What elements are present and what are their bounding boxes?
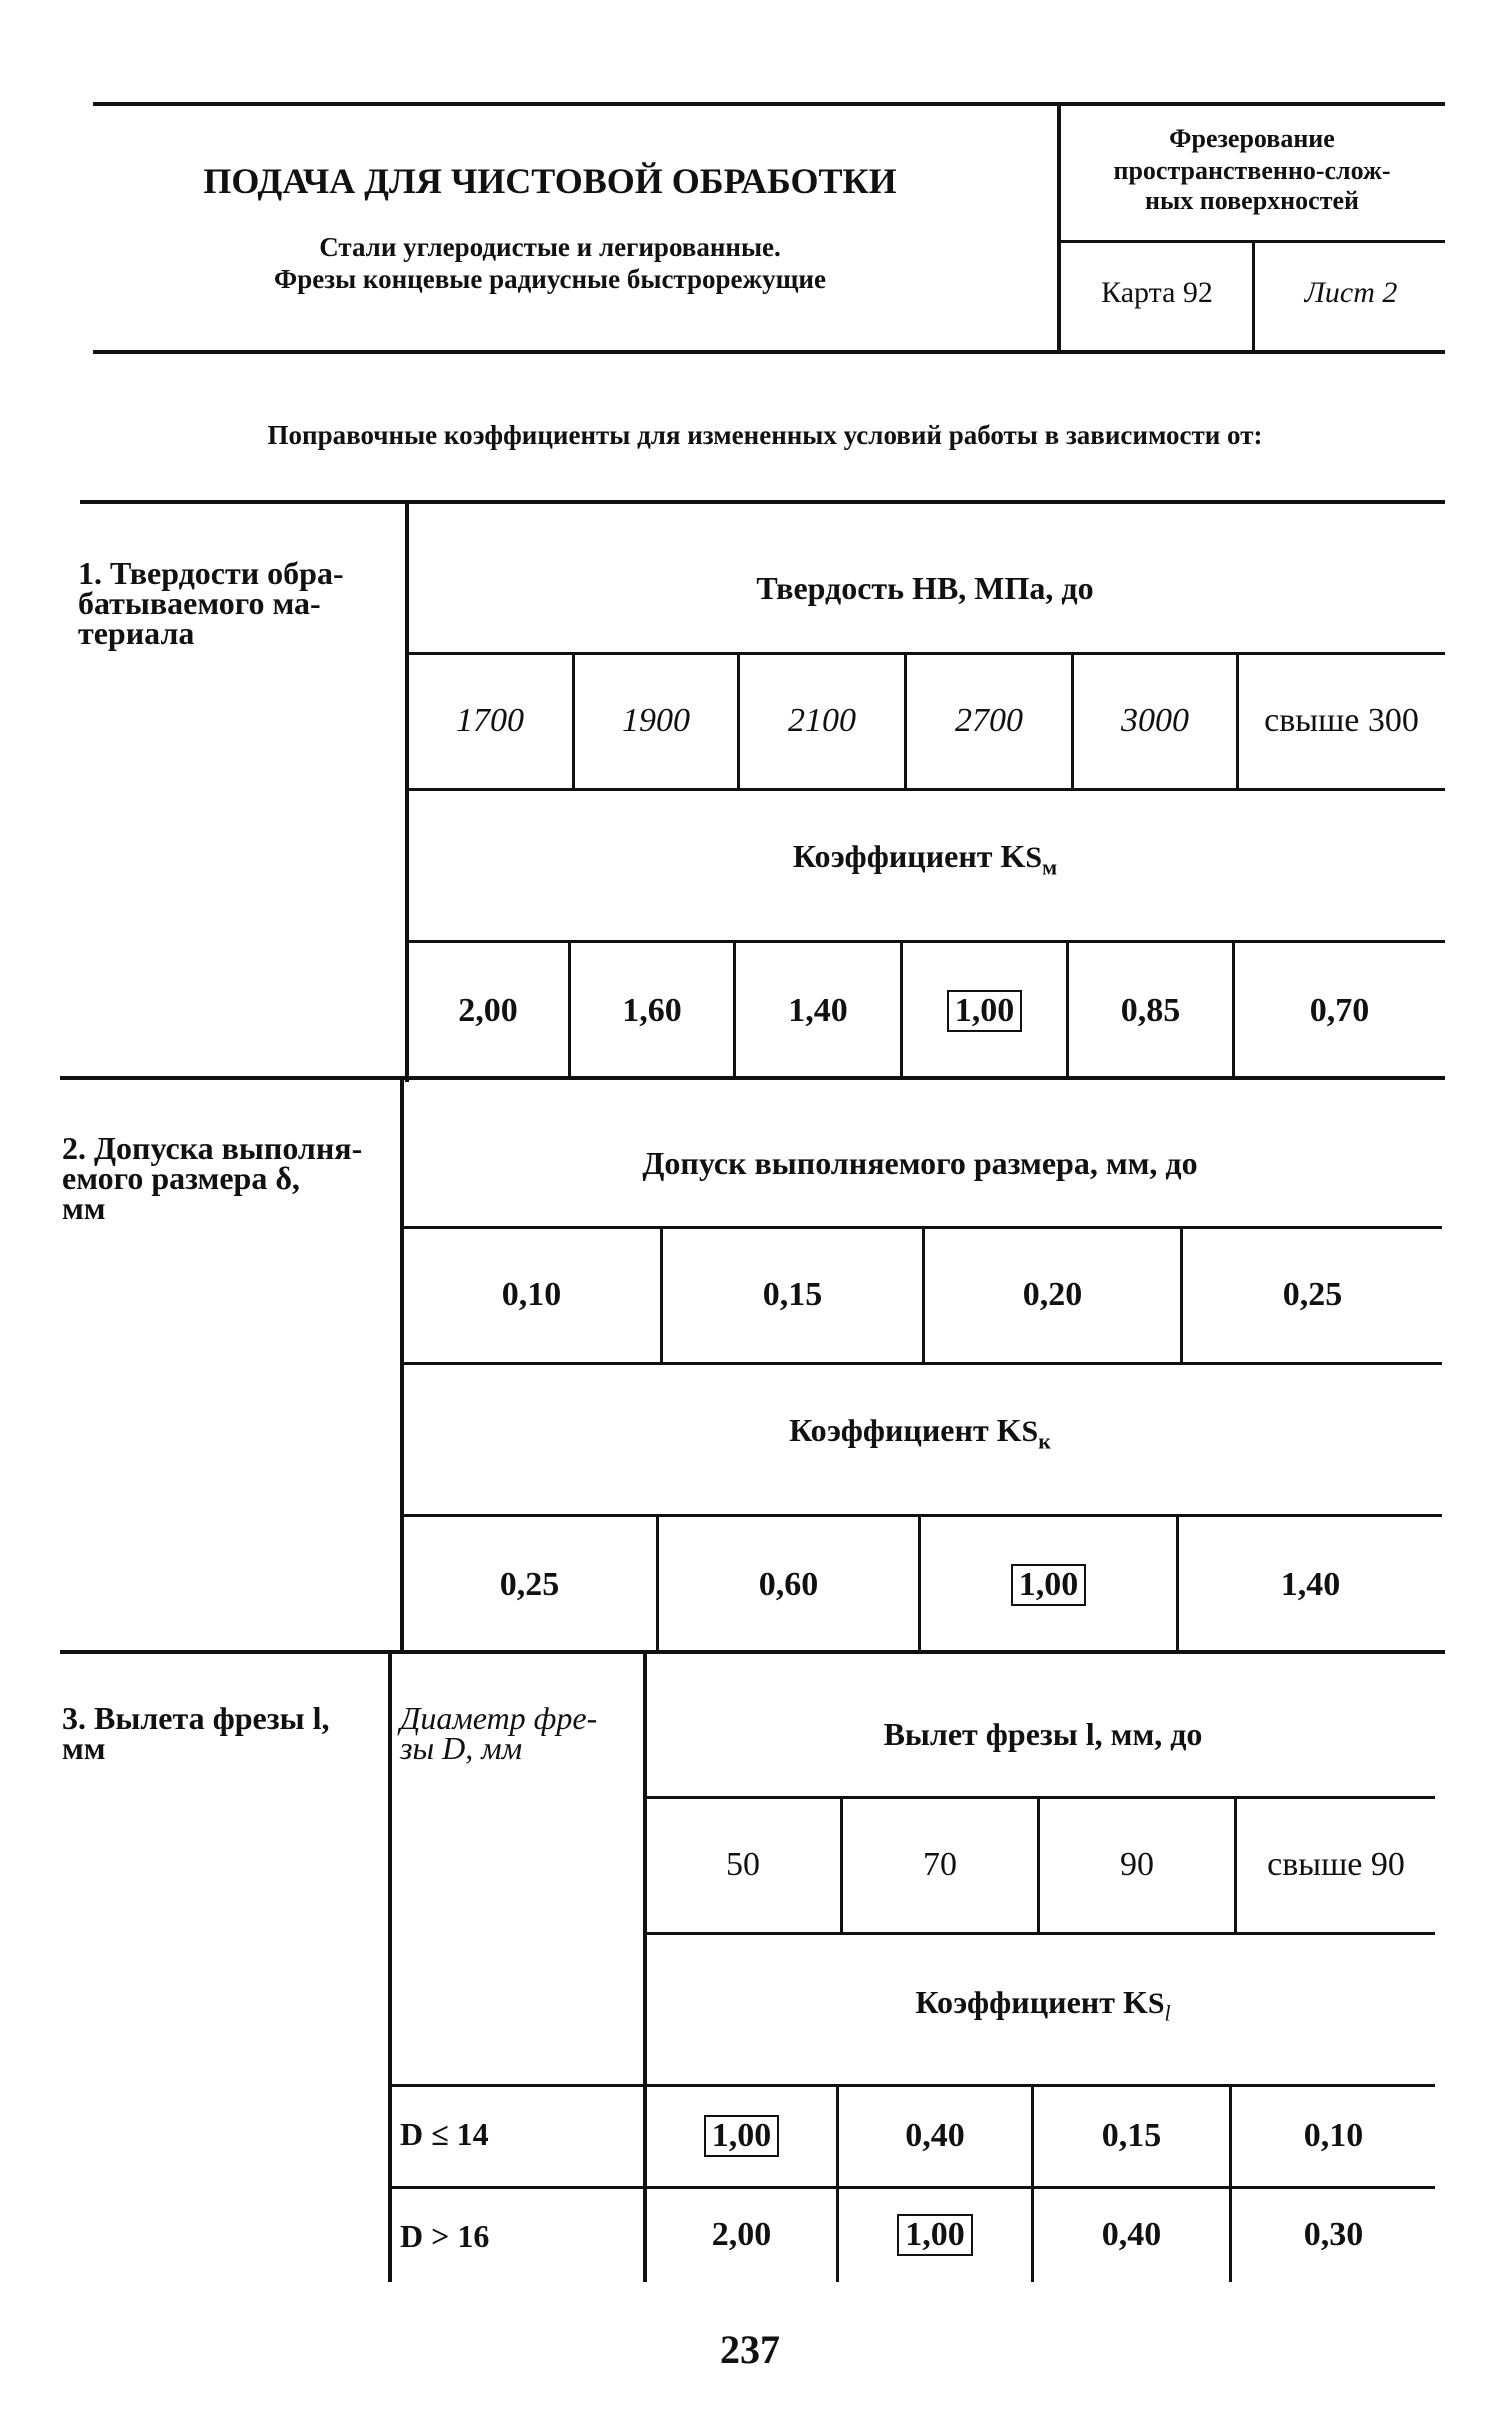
- section3-label-line1: 3. Вылета фрезы l,: [62, 1700, 330, 1736]
- s2-value-3: 0,20: [1022, 1276, 1083, 1313]
- page-number: 237: [720, 2327, 780, 2372]
- s2-value-1: 0,10: [501, 1276, 562, 1313]
- s3-r2-coef-2: 1,00: [897, 2214, 973, 2256]
- header-card-divider: [1252, 240, 1255, 350]
- section1-label-line3: териала: [78, 615, 195, 651]
- s1-coef-2: 1,60: [622, 992, 682, 1029]
- s3-r1-coef-4: 0,10: [1303, 2117, 1364, 2154]
- section3-top-rule: [60, 1650, 1445, 1654]
- s3-r1-coef-1-container: [647, 2086, 836, 2186]
- section3-rule-b: [645, 1932, 1435, 1935]
- s3-value-1: 50: [726, 1846, 760, 1883]
- section2-label-line3: мм: [62, 1190, 106, 1226]
- s1-value-3: 2100: [788, 702, 856, 739]
- s3-r1-coef-2: 0,40: [905, 2117, 965, 2154]
- row1-label: D ≤ 14: [400, 2116, 489, 2152]
- diameter-label-line2: зы D, мм: [400, 1730, 523, 1766]
- s2-coef-3-container: [921, 1516, 1176, 1654]
- s2-coef-1: 0,25: [499, 1566, 560, 1603]
- s2-value-2: 0,15: [762, 1276, 823, 1313]
- s1-coef-4: 1,00: [947, 990, 1023, 1032]
- section1-rule-b: [407, 788, 1445, 791]
- s1-coef-4-container: [903, 942, 1066, 1080]
- s2-coef-4: 1,40: [1280, 1566, 1341, 1603]
- s1-value-4: 2700: [955, 702, 1023, 739]
- section3-label-line2: мм: [62, 1730, 106, 1766]
- subtitle-line2: Фрезы концевые радиусные быстрорежущие: [274, 264, 826, 294]
- section2-header: Допуск выполняемого размера, мм, до: [642, 1145, 1198, 1181]
- section1-coef-label: Коэффициент $KS_м$: [792, 838, 1058, 880]
- header-bottom-rule: [93, 350, 1445, 354]
- row2-label: D > 16: [400, 2218, 490, 2254]
- section3-header: Вылет фрезы l, мм, до: [883, 1716, 1203, 1752]
- section2-top-rule: [60, 1076, 1445, 1080]
- intro-text: Поправочные коэффициенты для измененных условий работы в зависимости от:: [267, 420, 1263, 450]
- subtitle-line1: Стали углеродистые и легированные.: [319, 232, 781, 262]
- header-divider: [1057, 102, 1061, 352]
- section1-top-rule: [80, 500, 1445, 504]
- card-number: Карта 92: [1101, 276, 1213, 309]
- sheet-number: Лист 2: [1304, 276, 1398, 309]
- s3-value-3: 90: [1120, 1846, 1154, 1883]
- s1-coef-1: 2,00: [458, 992, 518, 1029]
- s1-value-5: 3000: [1121, 702, 1189, 739]
- s3-r2-coef-1: 2,00: [711, 2216, 772, 2253]
- header-side-rule: [1057, 240, 1445, 243]
- s1-value-6: свыше 300: [1264, 702, 1419, 739]
- s1-coef-3: 1,40: [788, 992, 848, 1029]
- side-title-line3: ных поверхностей: [1145, 186, 1359, 215]
- section2-coef-label: Коэффициент $KS_к$: [789, 1412, 1051, 1454]
- section1-header: Твердость HB, МПа, до: [756, 570, 1094, 606]
- side-title-line1: Фрезерование: [1169, 124, 1335, 153]
- s1-coef-6: 0,70: [1309, 992, 1370, 1029]
- s3-value-2: 70: [923, 1846, 957, 1883]
- s3-value-4: свыше 90: [1267, 1846, 1405, 1883]
- page-title: ПОДАЧА ДЛЯ ЧИСТОВОЙ ОБРАБОТКИ: [203, 161, 897, 201]
- section1-label-line1: 1. Твердости обра-: [78, 555, 344, 591]
- section3-coef-label: Коэффициент $KS_l$: [915, 1984, 1171, 2026]
- s1-value-2: 1900: [622, 702, 690, 739]
- section2-label-line2: емого размера δ,: [62, 1160, 300, 1196]
- s1-value-1: 1700: [456, 702, 524, 739]
- section2-label-line1: 2. Допуска выполня-: [62, 1130, 363, 1166]
- header-top-rule: [93, 102, 1445, 106]
- section1-label-line2: батываемого ма-: [78, 585, 321, 621]
- diameter-label-line1: Диаметр фре-: [400, 1700, 598, 1736]
- s2-value-4: 0,25: [1282, 1276, 1343, 1313]
- s1-coef-5: 0,85: [1120, 992, 1181, 1029]
- s3-r1-coef-1: 1,00: [704, 2115, 780, 2157]
- section2-rule-b: [402, 1362, 1442, 1365]
- s2-coef-3: 1,00: [1011, 1564, 1087, 1606]
- s2-coef-2: 0,60: [758, 1566, 819, 1603]
- s3-r2-coef-2-container: [839, 2188, 1031, 2282]
- s3-r2-coef-4: 0,30: [1303, 2216, 1364, 2253]
- s3-r2-coef-3: 0,40: [1101, 2216, 1162, 2253]
- s3-r1-coef-3: 0,15: [1101, 2117, 1162, 2154]
- side-title-line2: пространственно-слож-: [1113, 156, 1391, 185]
